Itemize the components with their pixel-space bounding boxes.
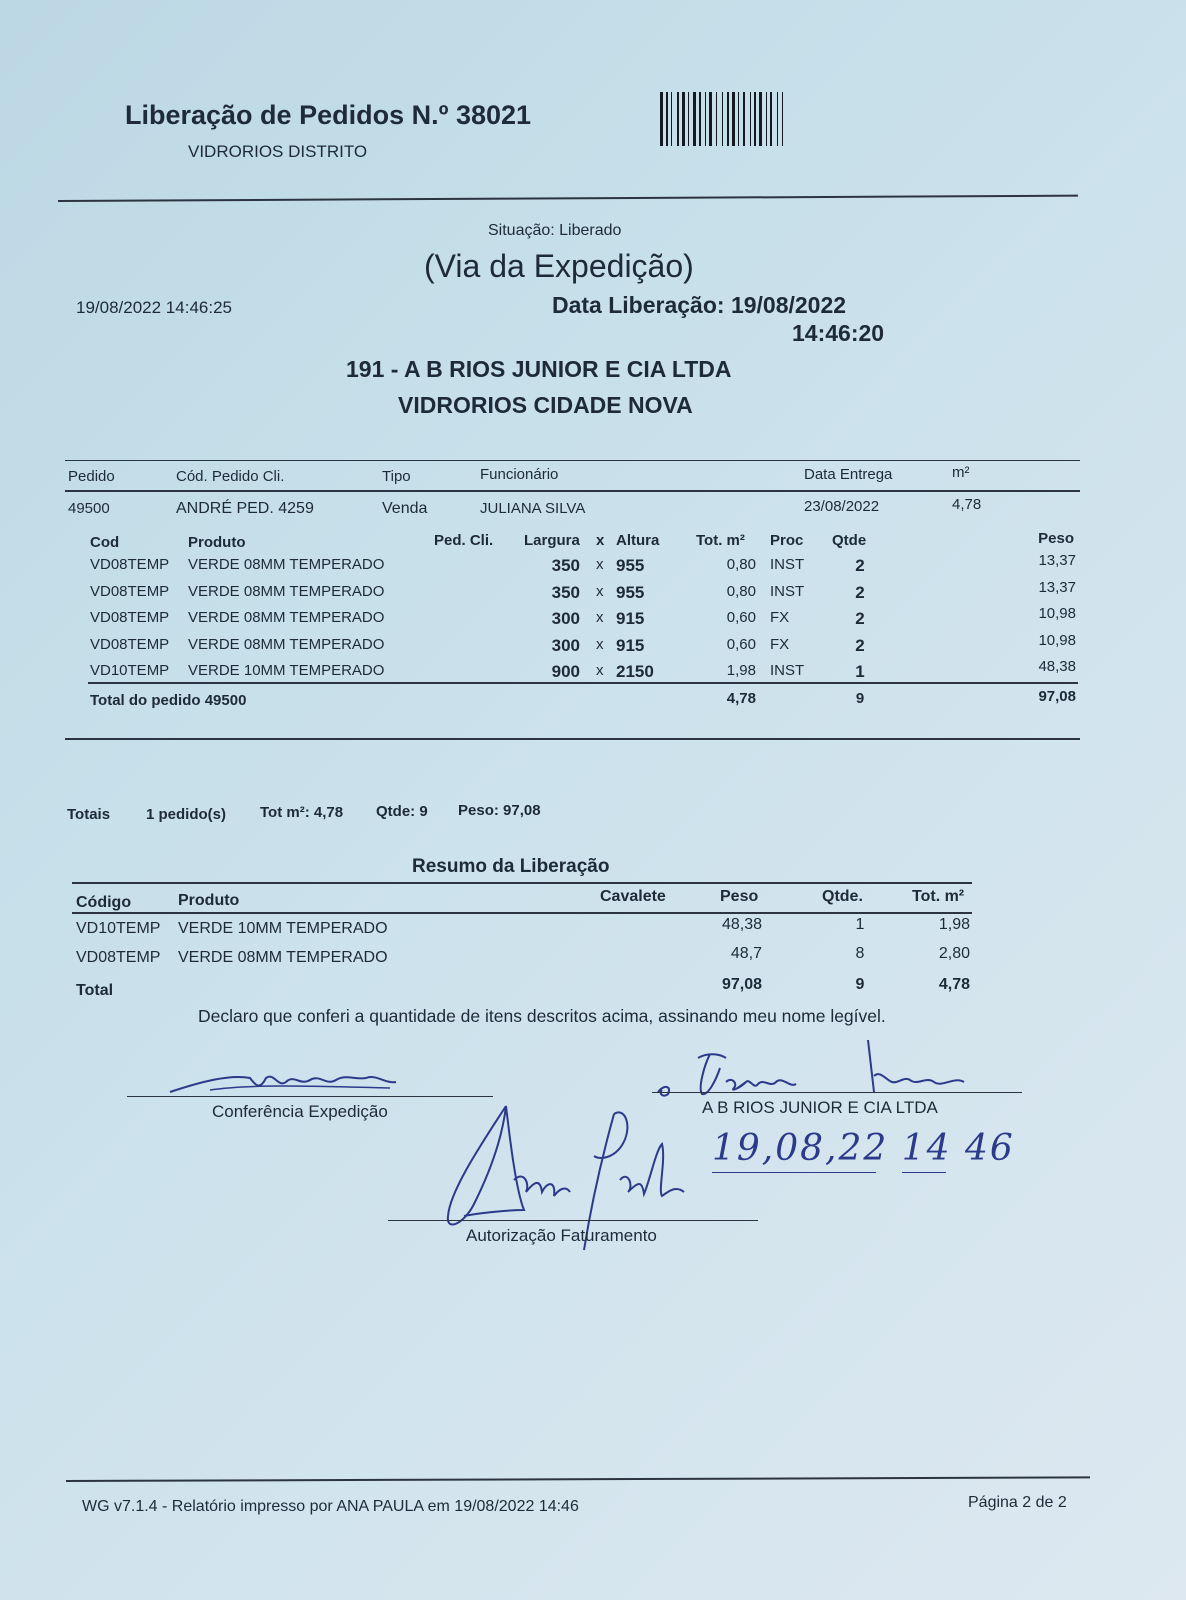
items-col-x: x: [596, 532, 605, 549]
item-row-qtde: 2: [855, 556, 865, 575]
item-row-qtde: 2: [855, 609, 865, 628]
item-row-altura: 2150: [616, 662, 654, 681]
document-title: Liberação de Pedidos N.º 38021: [125, 100, 532, 130]
item-row-produto: VERDE 08MM TEMPERADO: [188, 635, 385, 653]
order-funcionario: JULIANA SILVA: [480, 500, 586, 517]
item-row-qtde: 2: [855, 582, 865, 602]
item-row-cod: VD08TEMP: [90, 635, 170, 653]
item-row-proc: INST: [770, 662, 805, 679]
col-tipo: Tipo: [382, 468, 411, 485]
resumo-row-tot_m2: 2,80: [938, 945, 970, 962]
handwritten-date-underline: [712, 1172, 876, 1173]
item-row-qtde: 2: [855, 635, 865, 655]
resumo-top-rule: [72, 882, 972, 884]
order-cod-pedido-cli: ANDRÉ PED. 4259: [176, 500, 314, 517]
cliente-line: [652, 1092, 1022, 1093]
items-col-largura: Largura: [524, 532, 580, 549]
resumo-row-peso: 48,7: [730, 945, 762, 962]
item-row-largura: 350: [551, 582, 580, 602]
item-row-tot_m2: 0,60: [726, 635, 756, 653]
resumo-row-codigo: VD10TEMP: [76, 920, 161, 937]
item-row-proc: INST: [770, 556, 805, 573]
resumo-total-peso: 97,08: [721, 976, 762, 993]
situacao-label: Situação: Liberado: [488, 222, 622, 239]
item-row-cod: VD10TEMP: [90, 662, 170, 679]
order-pedido: 49500: [68, 500, 110, 517]
items-total-qtde: 9: [855, 690, 865, 707]
resumo-title: Resumo da Liberação: [412, 856, 610, 877]
items-col-ped-cli: Ped. Cli.: [434, 532, 494, 549]
item-row-cod: VD08TEMP: [90, 582, 170, 600]
col-data-entrega: Data Entrega: [804, 466, 893, 483]
totais-peso: Peso: 97,08: [458, 802, 541, 819]
items-col-qtde: Qtde: [832, 532, 867, 549]
item-row-produto: VERDE 08MM TEMPERADO: [188, 556, 385, 573]
resumo-col-qtde: Qtde.: [822, 888, 863, 905]
item-row-cod: VD08TEMP: [90, 609, 170, 626]
items-col-cod: Cod: [90, 534, 120, 551]
item-row-altura: 955: [616, 556, 645, 575]
order-m2: 4,78: [952, 496, 982, 513]
items-bottom-rule: [65, 738, 1080, 740]
resumo-total-label: Total: [76, 982, 114, 999]
resumo-row-peso: 48,38: [721, 916, 762, 933]
barcode-image: [660, 92, 842, 146]
item-row-tot_m2: 0,80: [726, 556, 756, 573]
items-col-peso: Peso: [1038, 530, 1074, 547]
footer-printed-by: WG v7.1.4 - Relatório impresso por ANA PAULA em 19/08/2022 14:46: [82, 1498, 579, 1515]
item-row-peso: 10,98: [1038, 605, 1076, 622]
col-cod-pedido-cli: Cód. Pedido Cli.: [176, 468, 285, 485]
items-col-altura: Altura: [616, 532, 660, 549]
items-total-rule: [88, 682, 1078, 684]
resumo-row-qtde: 1: [855, 916, 865, 933]
col-m2: m²: [952, 464, 970, 481]
items-total-label: Total do pedido 49500: [90, 692, 247, 709]
conferencia-line: [127, 1096, 493, 1097]
footer-page-number: Página 2 de 2: [968, 1494, 1067, 1511]
order-data-entrega: 23/08/2022: [804, 498, 880, 515]
item-row-tot_m2: 1,98: [726, 662, 756, 679]
resumo-total-qtde: 9: [855, 976, 865, 993]
declaration-text: Declaro que conferi a quantidade de itens descritos acima, assinando meu nome legível.: [198, 1006, 886, 1026]
resumo-row-produto: VERDE 08MM TEMPERADO: [178, 949, 388, 966]
resumo-row-qtde: 8: [855, 945, 865, 962]
totais-tot-m2: Tot m²: 4,78: [260, 804, 344, 821]
item-row-qtde: 1: [855, 662, 865, 681]
totais-qtde: Qtde: 9: [376, 803, 428, 820]
order-table-top-rule: [65, 460, 1080, 461]
resumo-col-tot-m2: Tot. m²: [912, 888, 965, 905]
item-row-proc: INST: [770, 582, 805, 600]
resumo-header-rule: [72, 912, 972, 914]
item-row-x: x: [596, 556, 604, 573]
order-tipo: Venda: [382, 500, 428, 517]
item-row-peso: 13,37: [1038, 578, 1076, 596]
items-total-peso: 97,08: [1038, 688, 1076, 705]
print-timestamp: 19/08/2022 14:46:25: [76, 298, 232, 317]
item-row-largura: 350: [551, 556, 580, 575]
items-col-proc: Proc: [770, 532, 804, 549]
totais-pedidos: 1 pedido(s): [146, 806, 227, 823]
item-row-x: x: [596, 635, 604, 653]
resumo-col-codigo: Código: [76, 894, 132, 911]
item-row-largura: 300: [551, 609, 580, 628]
item-row-proc: FX: [770, 609, 790, 626]
item-row-proc: FX: [770, 635, 790, 653]
items-col-produto: Produto: [188, 534, 246, 551]
conferencia-label: Conferência Expedição: [212, 1102, 388, 1121]
cliente-label: A B RIOS JUNIOR E CIA LTDA: [702, 1098, 938, 1117]
handwritten-time-underline: [902, 1172, 946, 1173]
signature-cliente: [658, 1036, 998, 1100]
col-pedido: Pedido: [68, 468, 115, 485]
signature-conferencia: [170, 1064, 400, 1096]
item-row-cod: VD08TEMP: [90, 556, 170, 573]
resumo-col-produto: Produto: [178, 892, 240, 909]
resumo-col-cavalete: Cavalete: [600, 888, 666, 905]
footer-rule: [66, 1476, 1090, 1482]
autorizacao-line: [388, 1220, 758, 1221]
resumo-col-peso: Peso: [720, 888, 759, 905]
resumo-row-tot_m2: 1,98: [938, 916, 970, 933]
data-liberacao: Data Liberação: 19/08/2022: [552, 292, 847, 318]
client-store: VIDRORIOS CIDADE NOVA: [398, 392, 693, 418]
col-funcionario: Funcionário: [480, 466, 559, 483]
client-name: 191 - A B RIOS JUNIOR E CIA LTDA: [346, 356, 732, 382]
item-row-altura: 915: [616, 635, 645, 655]
order-table-header-rule: [65, 490, 1080, 492]
item-row-peso: 13,37: [1038, 552, 1076, 569]
item-row-x: x: [596, 582, 604, 600]
item-row-altura: 915: [616, 609, 645, 628]
resumo-total-m2: 4,78: [938, 976, 970, 993]
resumo-row-produto: VERDE 10MM TEMPERADO: [178, 920, 388, 937]
item-row-produto: VERDE 08MM TEMPERADO: [188, 582, 385, 600]
via-label: (Via da Expedição): [424, 248, 694, 284]
resumo-row-codigo: VD08TEMP: [76, 949, 161, 966]
header-divider: [58, 195, 1078, 202]
item-row-tot_m2: 0,80: [726, 582, 756, 600]
item-row-largura: 900: [551, 662, 580, 681]
item-row-altura: 955: [616, 582, 645, 602]
company-subtitle: VIDRORIOS DISTRITO: [188, 142, 368, 161]
handwritten-date: 19,08,22 14 46: [712, 1128, 1015, 1169]
hora-liberacao: 14:46:20: [792, 320, 885, 346]
item-row-largura: 300: [551, 635, 580, 655]
item-row-produto: VERDE 10MM TEMPERADO: [188, 662, 385, 679]
item-row-x: x: [596, 662, 604, 679]
autorizacao-label: Autorização Faturamento: [466, 1226, 657, 1245]
item-row-tot_m2: 0,60: [726, 609, 756, 626]
item-row-x: x: [596, 609, 604, 626]
items-total-m2: 4,78: [726, 690, 756, 707]
totais-label: Totais: [67, 806, 111, 823]
item-row-peso: 10,98: [1038, 631, 1076, 649]
item-row-peso: 48,38: [1038, 658, 1076, 675]
item-row-produto: VERDE 08MM TEMPERADO: [188, 609, 385, 626]
items-col-tot-m2: Tot. m²: [696, 532, 745, 549]
